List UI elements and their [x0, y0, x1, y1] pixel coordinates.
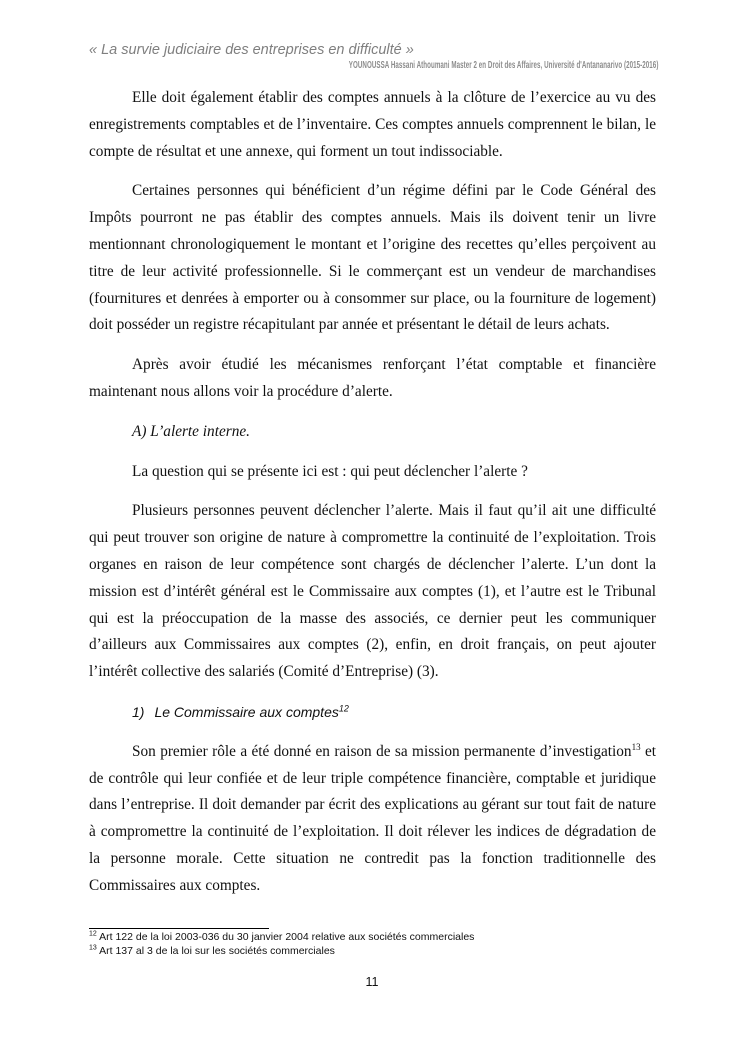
footnote-text: Art 122 de la loi 2003-036 du 30 janvier 2004 relative aux sociétés commerciales: [96, 931, 475, 943]
page-number: 11: [365, 975, 379, 989]
paragraph-premier-role: [89, 739, 656, 900]
footnote-13: [89, 945, 649, 959]
footnote-separator: [89, 928, 269, 929]
paragraph-question: La question qui se présente ici est : qui peut déclencher l’alerte ?: [132, 462, 528, 480]
paragraph-comptes-annuels: Elle doit également établir des comptes annuels à la clôture de l’exercice au vu des enregistrements comptables et de l’inventaire. Ces comptes annuels comprennent le bilan, le compte de résultat et une annexe, qui forment un tout indissociable.: [89, 89, 656, 160]
subsection-title: Le Commissaire aux comptes: [154, 703, 339, 720]
section-heading-alerte-interne: A) L’alerte interne.: [132, 422, 250, 440]
running-header-title: « La survie judiciaire des entreprises en difficulté »: [89, 42, 414, 58]
footnote-12: [89, 931, 649, 945]
footnote-marker: 13: [89, 944, 97, 951]
main-text: [89, 85, 656, 913]
footnote-ref-12[interactable]: 12: [338, 703, 349, 714]
footnote-ref-13[interactable]: 13: [631, 741, 641, 752]
footnotes: [89, 931, 649, 958]
subsection-number: 1): [132, 703, 145, 720]
paragraph-text-end: et de contrôle qui leur confiée et de leur triple compétence financière, comptable et juridique dans l’entreprise. Il doit demander par écrit des explications au gérant sur tout fait de nature à compromettre la continuité de l’exploitation. Il doit rélever les indices de dégradation de la personne morale. Cette situation ne contredit pas la fonction traditionnelle des Commissaires aux comptes.: [89, 742, 656, 894]
subsection-heading-commissaire: [132, 699, 656, 726]
running-header-author: YOUNOUSSA Hassani Athoumani Master 2 en Droit des Affaires, Université d'Antananarivo (2015-2016): [348, 60, 658, 71]
paragraph-transition: Après avoir étudié les mécanismes renforçant l’état comptable et financière maintenant nous allons voir la procédure d’alerte.: [89, 356, 656, 400]
paragraph-regime-impots: Certaines personnes qui bénéficient d’un régime défini par le Code Général des Impôts pourront ne pas établir des comptes annuels. Mais ils doivent tenir un livre mentionnant chronologiquement le montant et l’origine des recettes qu’elles perçoivent au titre de leur activité professionnelle. Si le commerçant est un vendeur de marchandises (fournitures et denrées à emporter ou à consommer sur place, ou la fourniture de logement) doit posséder un registre récapitulant par année et présentant le détail de leurs achats.: [89, 182, 656, 334]
footnote-text: Art 137 al 3 de la loi sur les sociétés commerciales: [96, 944, 335, 957]
paragraph-text-start: Son premier rôle a été donné en raison de sa mission permanente d’investigation: [132, 742, 632, 760]
footnote-marker: 12: [89, 930, 97, 938]
paragraph-declencher-alerte: Plusieurs personnes peuvent déclencher l’alerte. Mais il faut qu’il ait une difficulté qui peut trouver son origine de nature à compromettre la continuité de l’exploitation. Trois organes en raison de leur compétence sont chargés de déclencher l’alerte. L’un dont la mission est d’intérêt général est le Commissaire aux comptes (1), et l’autre est le Tribunal qui est la préoccupation de la masse des associés, ce dernier peut les communiquer d’ailleurs aux Commissaires aux comptes (2), enfin, en droit français, on peut ajouter l’intérêt collective des salariés (Comité d’Entreprise) (3).: [89, 502, 656, 681]
